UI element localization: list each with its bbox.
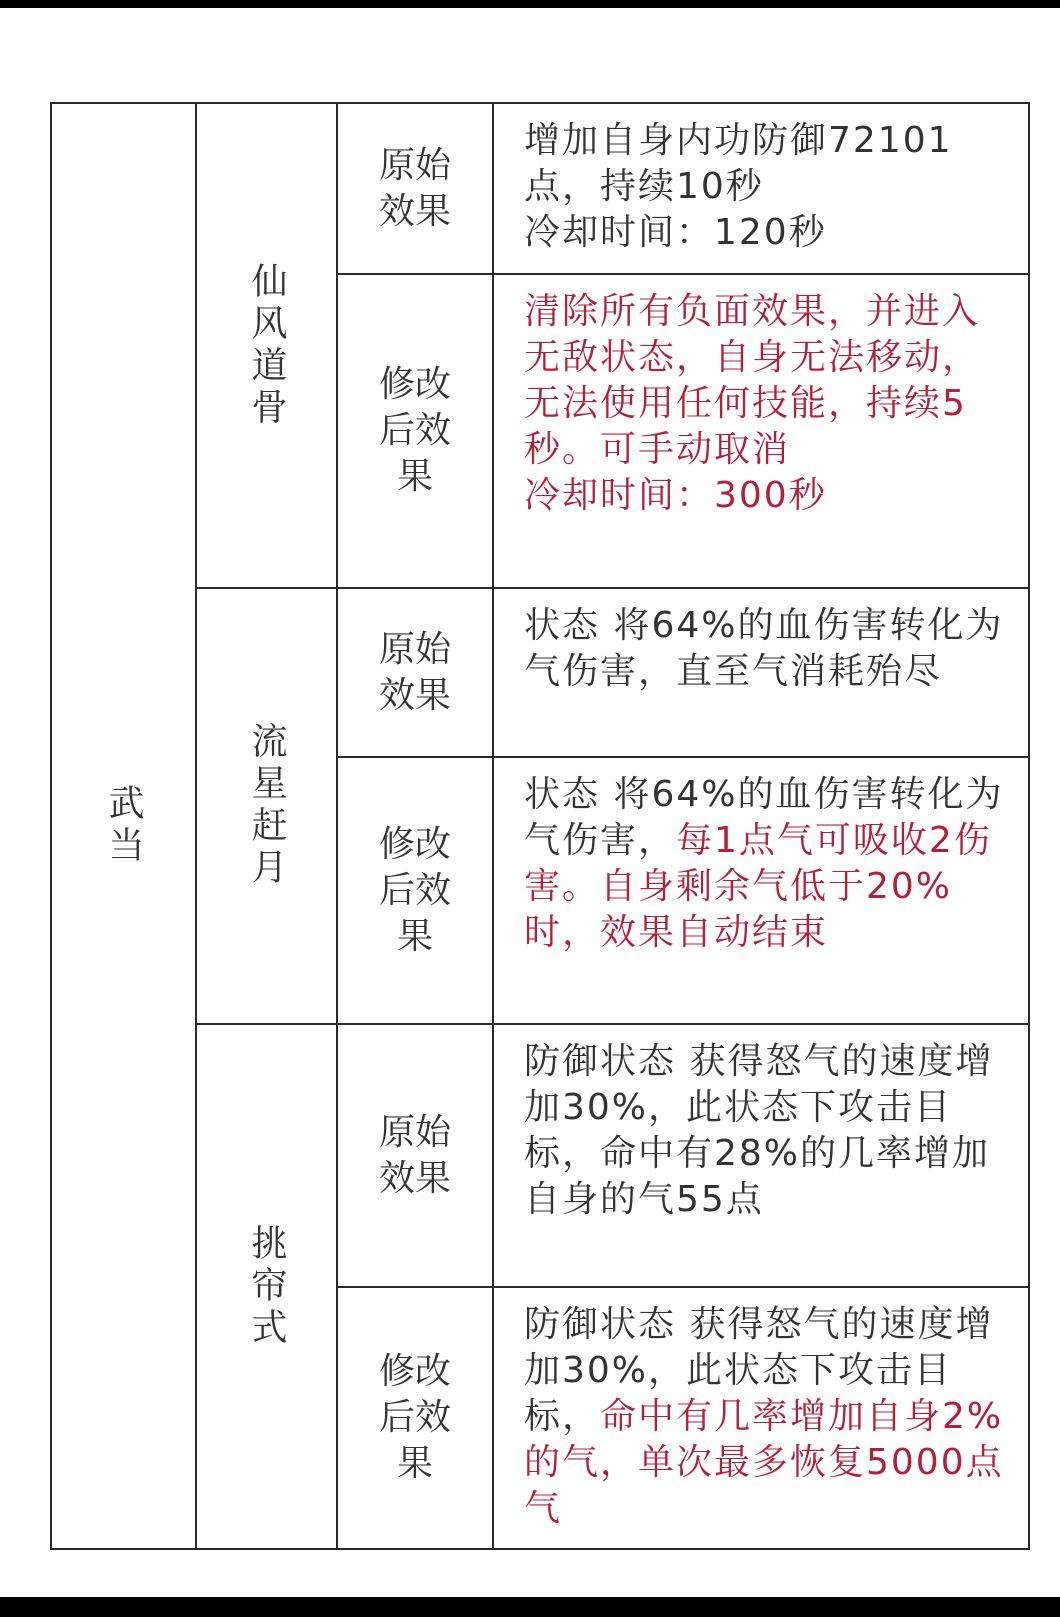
effect-line: 状态 将64%的血伤害转化为气伤害，: [524, 774, 1004, 861]
effect-line: 冷却时间：120秒: [524, 212, 827, 253]
skill-name: 挑帘式: [246, 1223, 287, 1350]
modified-effect-label: 修改后效果: [378, 823, 451, 957]
highlighted-effect-line: 命中有几率增加自身2%的气，单次最多恢复5000点气: [524, 1396, 1004, 1529]
sect-name: 武当: [103, 784, 144, 868]
effect-line: 防御状态 获得怒气的速度增加30%，此状态下攻击目标，命中有28%的几率增加自身的气55点: [524, 1041, 994, 1220]
effect-line: 增加自身内功防御72101点，持续10秒: [524, 120, 953, 207]
effect-description: [494, 589, 1028, 756]
skill-name: 流星赶月: [246, 722, 287, 890]
effect-line: 状态 将64%的血伤害转化为气伤害，直至气消耗殆尽: [524, 605, 1004, 692]
highlighted-effect-line: 每1点气可吸收2伤害。自身剩余气低于20%时，效果自动结束: [524, 820, 992, 953]
highlighted-effect-line: 冷却时间：300秒: [524, 475, 827, 516]
effect-label-cell: [338, 758, 492, 1023]
skill-name-cell: [197, 104, 336, 587]
effect-line: 防御状态 获得怒气的速度增加30%，此状态下攻击目标，: [524, 1304, 994, 1437]
original-effect-label: 原始效果: [378, 1111, 451, 1199]
highlighted-effect-line: 清除所有负面效果，并进入无敌状态，自身无法移动，无法使用任何技能，持续5秒。可手动取消: [524, 291, 981, 470]
sect-cell: [52, 104, 195, 1548]
skill-name-cell: [197, 1025, 336, 1548]
effect-label-cell: [338, 589, 492, 756]
original-effect-label: 原始效果: [378, 144, 451, 232]
effect-description: [494, 275, 1028, 587]
effect-description: [494, 1288, 1028, 1548]
table-border: [1028, 102, 1030, 1550]
effect-description: [494, 1025, 1028, 1286]
modified-effect-label: 修改后效果: [378, 1351, 451, 1484]
bottom-edge-bar: [0, 1597, 1060, 1617]
effect-label-cell: [338, 1025, 492, 1286]
modified-effect-label: 修改后效果: [378, 364, 451, 497]
skill-name: 仙风道骨: [246, 261, 287, 430]
original-effect-label: 原始效果: [378, 628, 451, 716]
effect-label-cell: [338, 275, 492, 587]
skill-name-cell: [197, 589, 336, 1023]
effect-label-cell: [338, 1288, 492, 1548]
effect-description: [494, 104, 1028, 273]
effect-description: [494, 758, 1028, 1023]
top-edge-bar: [0, 0, 1060, 8]
table-border: [50, 1548, 1030, 1550]
effect-label-cell: [338, 104, 492, 273]
